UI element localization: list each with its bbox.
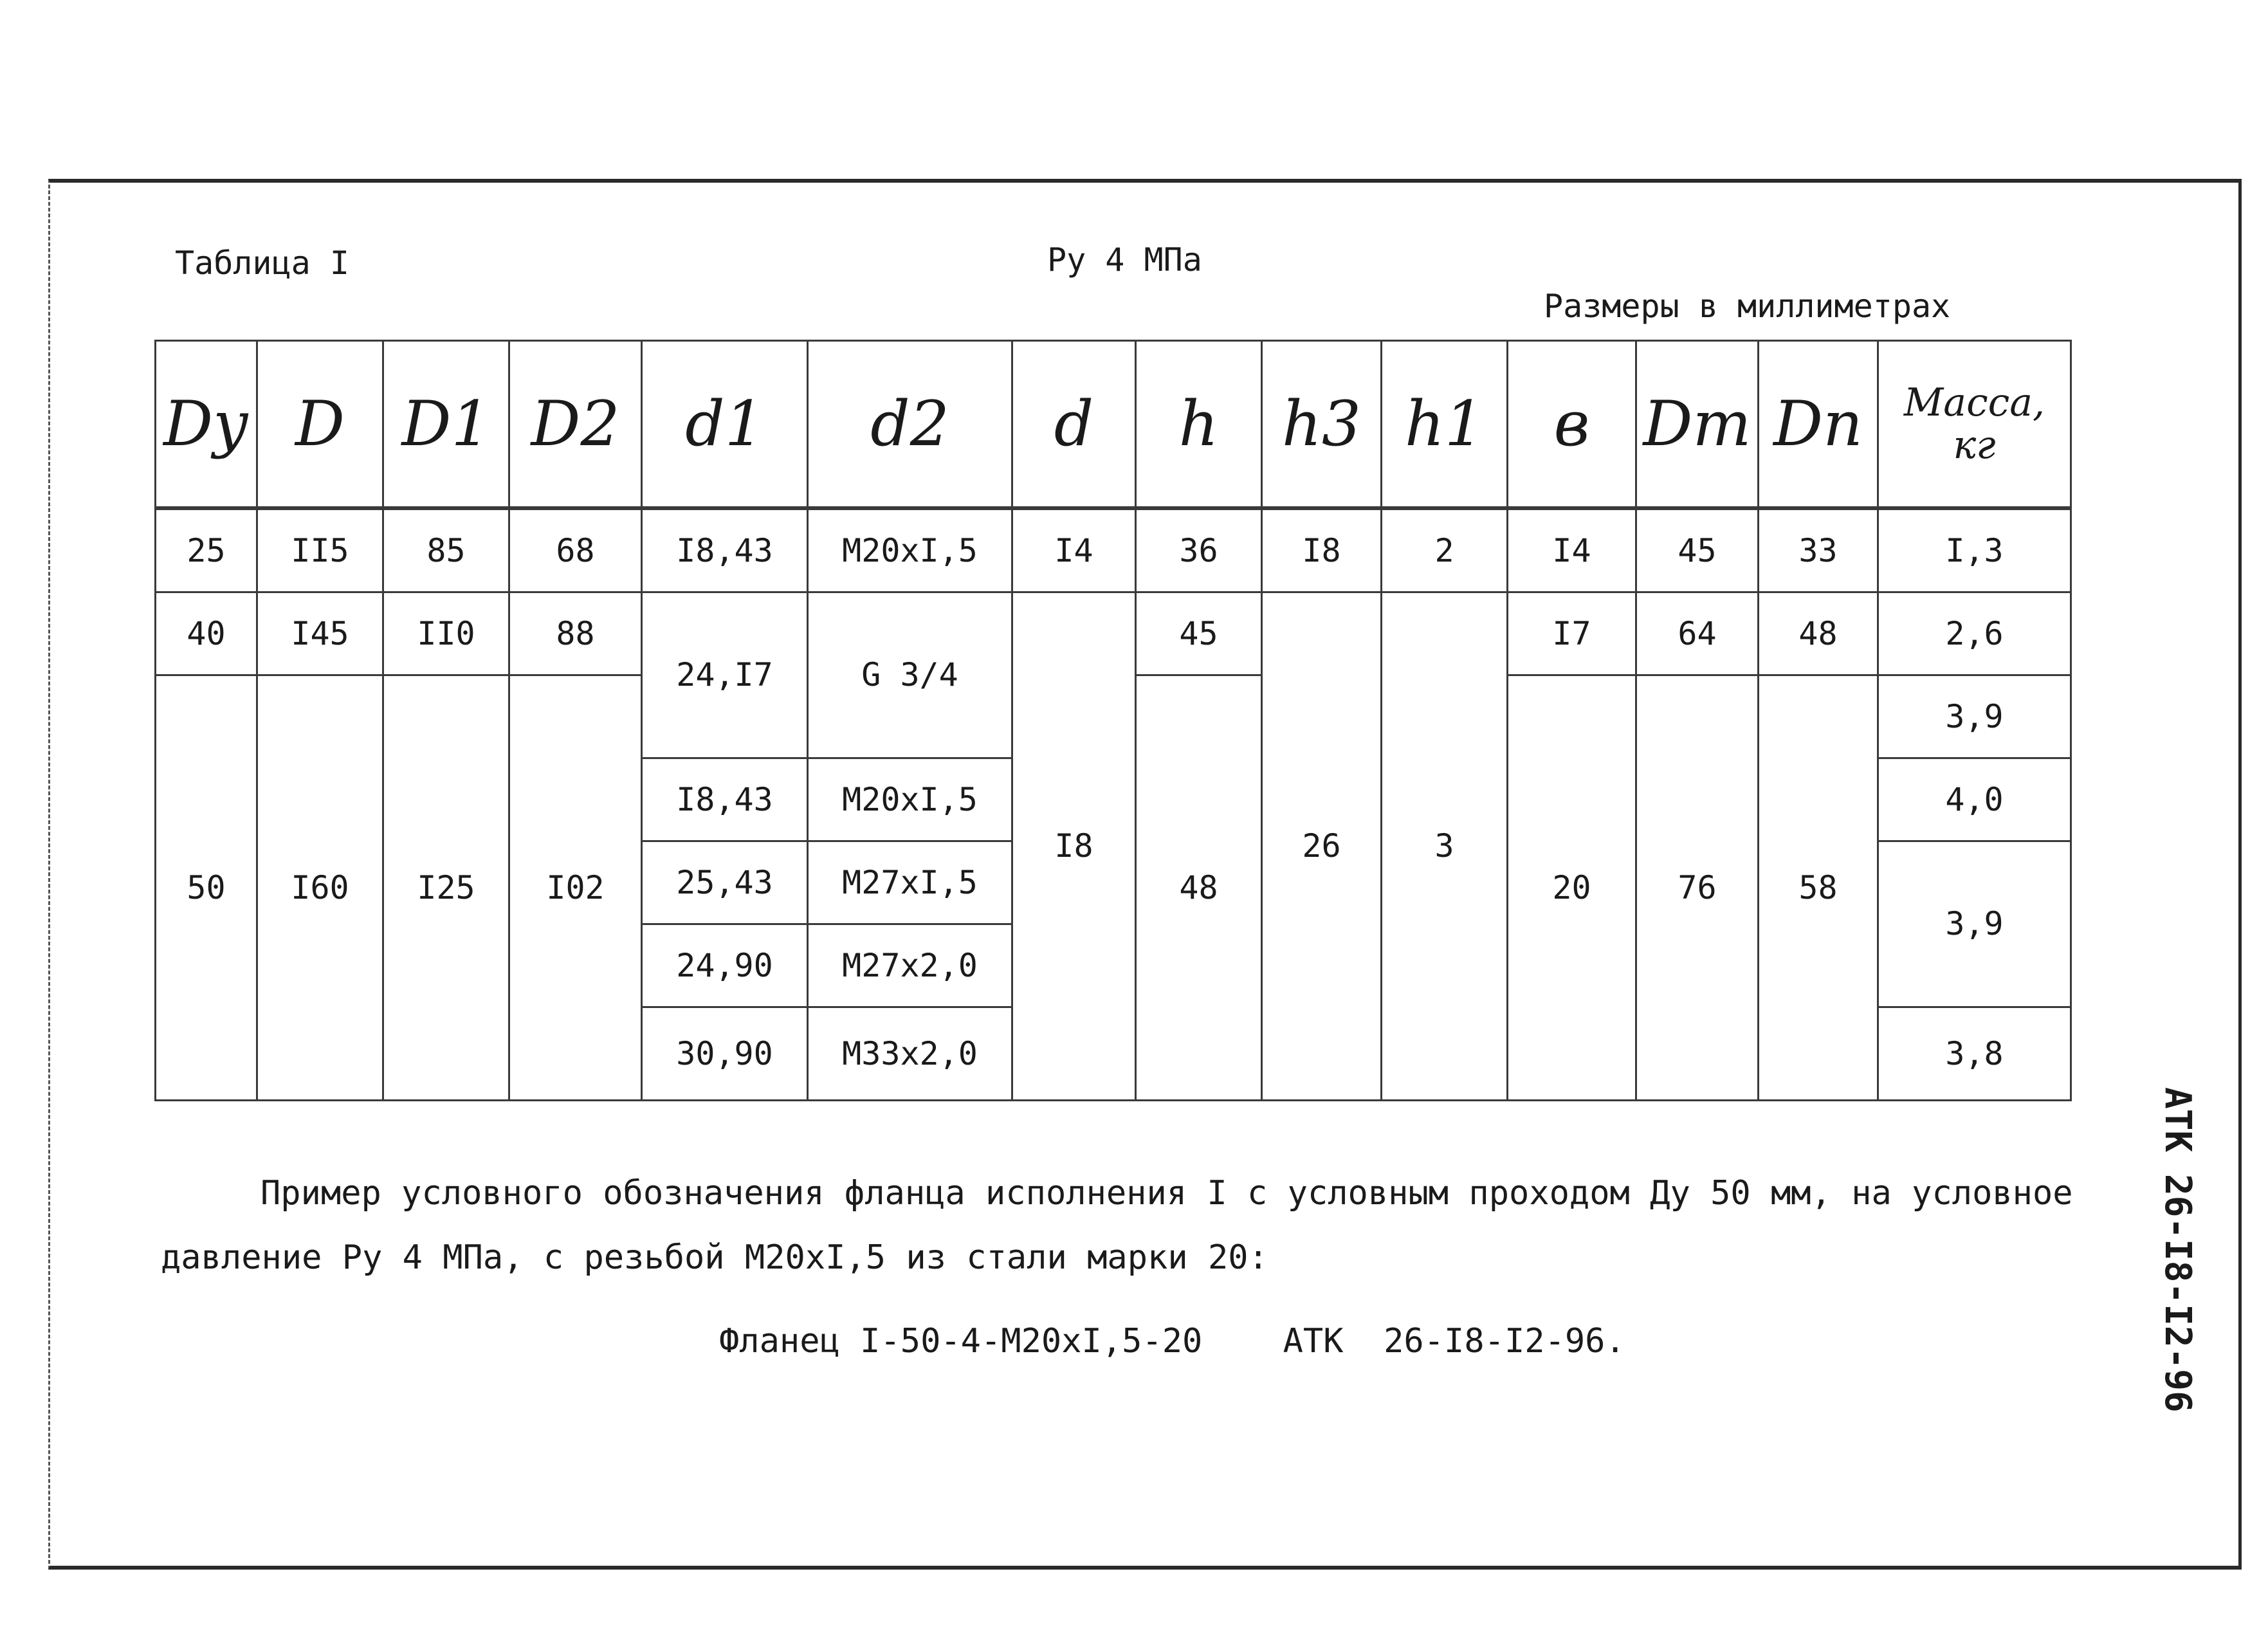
cell-d2: M27x2,0 bbox=[808, 924, 1012, 1007]
cell-d2: M33x2,0 bbox=[808, 1007, 1012, 1100]
pressure-label: Ру 4 МПа bbox=[1047, 241, 1202, 279]
header-b: в bbox=[1508, 341, 1636, 509]
cell-d: I8 bbox=[1012, 592, 1136, 1100]
header-d1: d1 bbox=[642, 341, 808, 509]
cell-d2-outer: 68 bbox=[509, 508, 642, 592]
cell-mass: 3,8 bbox=[1878, 1007, 2071, 1100]
table-caption: Таблица I bbox=[175, 244, 349, 282]
header-d2: d2 bbox=[808, 341, 1012, 509]
cell-dm: 64 bbox=[1636, 592, 1759, 675]
cell-d1: 24,I7 bbox=[642, 592, 808, 758]
header-d1-outer: D1 bbox=[383, 341, 509, 509]
header-d: d bbox=[1012, 341, 1136, 509]
cell-dy: 40 bbox=[156, 592, 257, 675]
table-row bbox=[156, 508, 2071, 592]
cell-d1-outer: I25 bbox=[383, 675, 509, 1100]
cell-d1: I8,43 bbox=[642, 758, 808, 841]
cell-d2: M20xI,5 bbox=[808, 508, 1012, 592]
header-dy: Dу bbox=[156, 341, 257, 509]
cell-h1: 2 bbox=[1382, 508, 1508, 592]
cell-b: I4 bbox=[1508, 508, 1636, 592]
cell-d2: M20xI,5 bbox=[808, 758, 1012, 841]
cell-b: I7 bbox=[1508, 592, 1636, 675]
cell-mass: 4,0 bbox=[1878, 758, 2071, 841]
cell-d1-outer: 85 bbox=[383, 508, 509, 592]
cell-d1: 30,90 bbox=[642, 1007, 808, 1100]
cell-h1: 3 bbox=[1382, 592, 1508, 1100]
cell-dn: 48 bbox=[1759, 592, 1878, 675]
cell-d-outer: I45 bbox=[257, 592, 383, 675]
header-dm: Dm bbox=[1636, 341, 1759, 509]
cell-dm: 45 bbox=[1636, 508, 1759, 592]
cell-d: I4 bbox=[1012, 508, 1136, 592]
header-h: h bbox=[1136, 341, 1262, 509]
cell-d-outer: II5 bbox=[257, 508, 383, 592]
cell-d1: 24,90 bbox=[642, 924, 808, 1007]
cell-dy: 25 bbox=[156, 508, 257, 592]
cell-d1-outer: II0 bbox=[383, 592, 509, 675]
cell-d2-outer: 88 bbox=[509, 592, 642, 675]
cell-d2-outer: I02 bbox=[509, 675, 642, 1100]
cell-dy: 50 bbox=[156, 675, 257, 1100]
cell-h: 48 bbox=[1136, 675, 1262, 1100]
cell-dn: 33 bbox=[1759, 508, 1878, 592]
cell-dm: 76 bbox=[1636, 675, 1759, 1100]
header-h1: h1 bbox=[1382, 341, 1508, 509]
header-mass: Масса, кг bbox=[1878, 341, 2071, 509]
header-h3: h3 bbox=[1262, 341, 1382, 509]
cell-mass: 3,9 bbox=[1878, 675, 2071, 758]
header-d-outer: D bbox=[257, 341, 383, 509]
cell-mass: 3,9 bbox=[1878, 841, 2071, 1007]
cell-mass: 2,6 bbox=[1878, 592, 2071, 675]
cell-mass: I,3 bbox=[1878, 508, 2071, 592]
header-dn: Dn bbox=[1759, 341, 1878, 509]
cell-d-outer: I60 bbox=[257, 675, 383, 1100]
cell-d2: G 3/4 bbox=[808, 592, 1012, 758]
document-code-vertical: АТК 26-I8-I2-96 bbox=[2157, 1087, 2199, 1413]
cell-h3: 26 bbox=[1262, 592, 1382, 1100]
cell-h: 36 bbox=[1136, 508, 1262, 592]
cell-h3: I8 bbox=[1262, 508, 1382, 592]
cell-dn: 58 bbox=[1759, 675, 1878, 1100]
cell-d1: I8,43 bbox=[642, 508, 808, 592]
cell-b: 20 bbox=[1508, 675, 1636, 1100]
table-row bbox=[156, 592, 2071, 675]
header-d2-outer: D2 bbox=[509, 341, 642, 509]
example-text-line-1: Пример условного обозначения фланца исполнения I с условным проходом Ду 50 мм, на условное bbox=[261, 1174, 2073, 1213]
cell-d2: M27xI,5 bbox=[808, 841, 1012, 924]
example-text-line-2: давление Ру 4 МПа, с резьбой M20xI,5 из стали марки 20: bbox=[161, 1238, 1268, 1277]
cell-d1: 25,43 bbox=[642, 841, 808, 924]
dimensions-table bbox=[154, 340, 2072, 1101]
units-note: Размеры в миллиметрах bbox=[1544, 288, 1951, 325]
designation-example: Фланец I-50-4-M20xI,5-20 АТК 26-I8-I2-96. bbox=[719, 1322, 1625, 1361]
cell-h: 45 bbox=[1136, 592, 1262, 675]
